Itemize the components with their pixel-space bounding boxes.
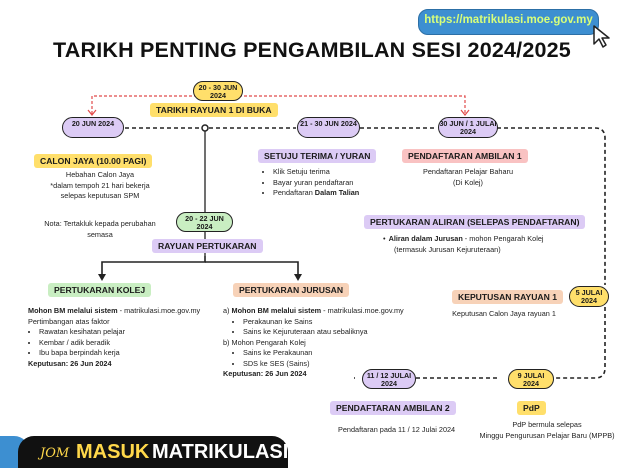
ambilan1-label: PENDAFTARAN AMBILAN 1 [402, 149, 528, 163]
setuju-list [262, 167, 412, 199]
aliran-line2: (termasuk Jurusan Kejuruteraan) [394, 244, 501, 254]
keputusan-rayuan-text: Keputusan Calon Jaya rayuan 1 [452, 309, 556, 318]
pertukaran-jurusan-label: PERTUKARAN JURUSAN [233, 283, 349, 297]
banner-jom: JOM [40, 446, 70, 461]
date-pill-rayuan-pertukaran: 20 - 22 JUN 2024 [176, 212, 233, 232]
date-pill-calon-jaya: 20 JUN 2024 [62, 117, 124, 138]
date-pill-ambilan2: 11 / 12 JULAI 2024 [362, 369, 416, 389]
aliran-bold: Aliran dalam Jurusan [388, 234, 463, 243]
kolej-text [28, 306, 228, 369]
kolej-bold: Mohon BM melalui sistem [28, 306, 118, 315]
date-pill-keputusan: 5 JULAI 2024 [569, 286, 609, 307]
pdp-text [478, 420, 616, 441]
url-text: https://matrikulasi.moe.gov.my [424, 14, 593, 26]
banner-masuk: MASUK [76, 441, 150, 463]
setuju-terima-label: SETUJU TERIMA / YURAN [258, 149, 376, 163]
aliran-text [383, 234, 613, 255]
kolej-item: • Kembar / adik beradik [39, 338, 228, 349]
page-title: TARIKH PENTING PENGAMBILAN SESI 2024/2025 [53, 38, 571, 62]
jurusan-b-item: • SDS ke SES (Sains) [243, 359, 438, 370]
setuju-item: • Bayar yuran pendaftaran [273, 178, 412, 189]
banner-matrikulasi: MATRIKULASI [152, 441, 289, 463]
rayuan-buka-label: TARIKH RAYUAN 1 DI BUKA [150, 103, 278, 117]
nota-text [20, 219, 180, 240]
ambilan1-line2: (Di Kolej) [452, 177, 483, 187]
pdp-line1: PdP bermula selepas [512, 420, 582, 429]
kolej-line2: Pertimbangan atas faktor [28, 316, 110, 326]
calon-jaya-line3: selepas keputusan SPM [60, 191, 140, 200]
calon-jaya-line1: Hebahan Calon Jaya [65, 170, 135, 179]
kolej-tail: - matrikulasi.moe.gov.my [117, 306, 201, 315]
ambilan1-line1: Pendaftaran Pelajar Baharu [422, 167, 514, 176]
calon-jaya-line2: *dalam tempoh 21 hari bekerja [50, 180, 150, 190]
date-pill-pdp: 9 JULAI 2024 [508, 369, 554, 389]
jurusan-a-item: • Sains ke Kejuruteraan atau sebaliknya [243, 327, 438, 338]
jurusan-b-item: • Sains ke Perakaunan [243, 348, 438, 359]
aliran-line1: - mohon Pengarah Kolej [462, 234, 544, 243]
nota-line1: Nota: Tertakluk kepada perubahan [44, 219, 156, 228]
setuju-item: • Klik Setuju terima [273, 167, 412, 178]
calon-jaya-text [20, 170, 180, 202]
nota-line2: semasa [87, 229, 113, 239]
date-pill-setuju: 21 - 30 JUN 2024 [297, 117, 360, 138]
jom-masuk-banner [18, 436, 288, 468]
keputusan-rayuan-label: KEPUTUSAN RAYUAN 1 [452, 290, 563, 304]
ambilan2-label: PENDAFTARAN AMBILAN 2 [330, 401, 456, 415]
jurusan-a-prefix: a) [223, 306, 232, 315]
bullet: • [383, 234, 386, 243]
pdp-line2: Minggu Pengurusan Pelajar Baru (MPPB) [479, 430, 615, 440]
setuju-item-text: Pendaftaran [273, 188, 315, 197]
kolej-item: • Rawatan kesihatan pelajar [39, 327, 228, 338]
pertukaran-kolej-label: PERTUKARAN KOLEJ [48, 283, 151, 297]
date-pill-ambilan1: 30 JUN / 1 JULAI 2024 [439, 119, 497, 136]
ambilan1-text [398, 167, 538, 188]
aliran-label: PERTUKARAN ALIRAN (SELEPAS PENDAFTARAN) [364, 215, 585, 229]
setuju-bold-tail: Dalam Talian [314, 188, 360, 197]
calon-jaya-label: CALON JAYA (10.00 PAGI) [34, 154, 152, 168]
jurusan-b-line: b) Mohon Pengarah Kolej [223, 337, 306, 347]
rayuan-pertukaran-label: RAYUAN PERTUKARAN [152, 239, 263, 253]
setuju-item [273, 188, 412, 199]
pdp-label: PdP [517, 401, 546, 415]
date-pill-rayuan-buka: 20 - 30 JUN 2024 [193, 81, 243, 101]
jurusan-a-tail: - matrikulasi.moe.gov.my [321, 306, 404, 315]
kolej-item: • Ibu bapa berpindah kerja [39, 348, 228, 359]
jurusan-keputusan: Keputusan: 26 Jun 2024 [223, 369, 307, 378]
kolej-keputusan: Keputusan: 26 Jun 2024 [28, 358, 112, 368]
ambilan2-text: Pendaftaran pada 11 / 12 Julai 2024 [338, 425, 456, 434]
jurusan-a-bold: Mohon BM melalui sistem [231, 306, 322, 315]
jurusan-a-item: • Perakaunan ke Sains [243, 317, 438, 328]
